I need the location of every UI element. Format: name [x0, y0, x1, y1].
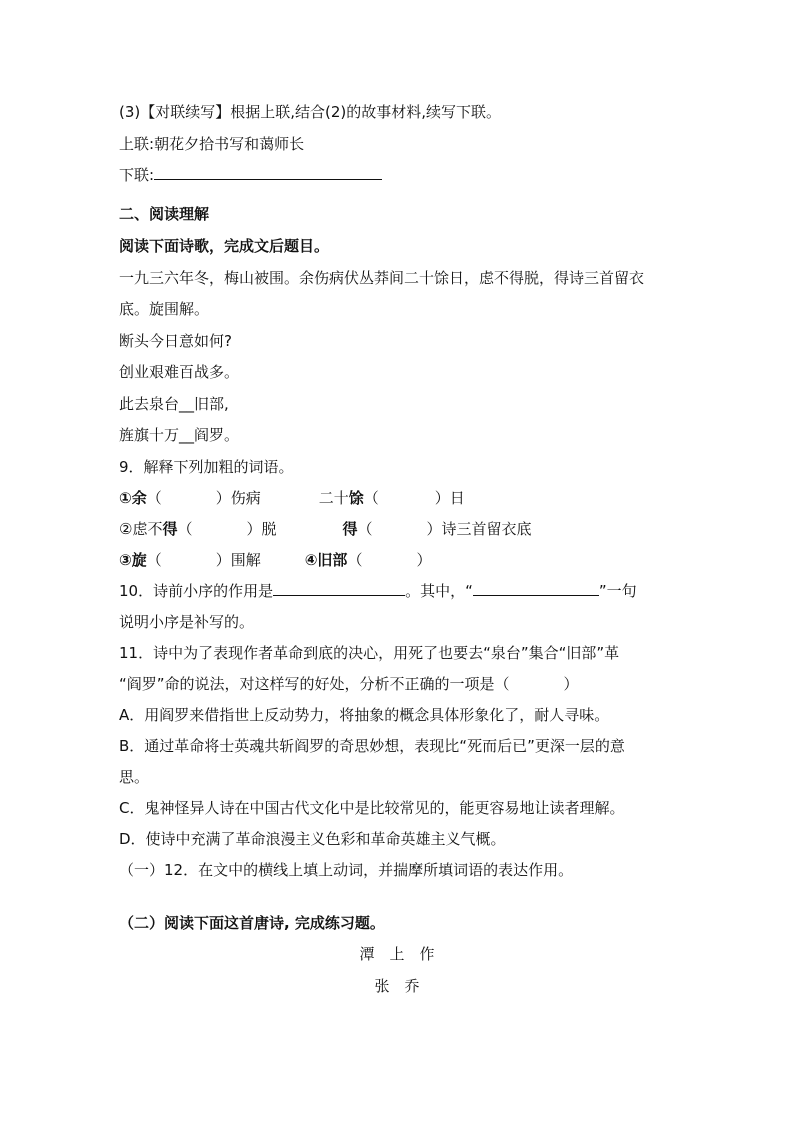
- q9-row3-a-close: ）围解: [215, 551, 261, 569]
- couplet-lower-blank[interactable]: [154, 165, 382, 180]
- q9-row2-a-open: （: [177, 520, 193, 538]
- q11-option-c-text: C．鬼神怪异人诗在中国古代文化中是比较常见的，能更容易地让读者理解。: [119, 799, 625, 817]
- q11-option-b-text-2: 思。: [119, 768, 150, 786]
- q12-text: （一）12．在文中的横线上填上动词，并揣摩所填词语的表达作用。: [119, 861, 574, 879]
- q10-blank-1[interactable]: [273, 581, 405, 596]
- part2-heading-text: （二）阅读下面这首唐诗, 完成练习题。: [119, 914, 385, 932]
- q10-blank-2[interactable]: [473, 581, 599, 596]
- q10-part2: 。其中，“: [405, 582, 473, 600]
- q11-option-b-line2: [119, 767, 149, 787]
- poem-preface-line1: [119, 268, 644, 288]
- couplet-upper: [119, 134, 304, 154]
- q9-row3-b-word: ④旧部: [304, 551, 348, 569]
- q9-stem: [119, 457, 294, 477]
- q11-option-d-text: D．使诗中充满了革命浪漫主义色彩和革命英雄主义气概。: [119, 830, 506, 848]
- couplet-lower: [119, 165, 382, 185]
- poem-line-3: [119, 394, 229, 414]
- q9-row-2: [119, 519, 532, 539]
- poem-line-4-text: 旌旗十万__阎罗。: [119, 426, 240, 444]
- q9-row1-b-close: ）日: [434, 489, 465, 507]
- q3-line1: (3)【对联续写】根据上联,结合(2)的故事材料,续写下联。: [119, 103, 502, 121]
- q9-row-1: [119, 488, 465, 508]
- couplet-upper-text: 朝花夕拾书写和蔼师长: [154, 135, 305, 153]
- q9-row3-b-open: （: [347, 551, 363, 569]
- poem-line-3-text: 此去泉台__旧部,: [119, 395, 229, 413]
- q11-line1: [119, 643, 619, 663]
- reading-instruction: [119, 236, 329, 256]
- poem-line-1-text: 断头今日意如何?: [119, 332, 232, 350]
- q9-row3-a-word: ③旋: [119, 551, 147, 569]
- q9-row2-b-open: （: [357, 520, 373, 538]
- q9-row1-a-word: ①余: [119, 489, 147, 507]
- q9-row2-a-close: ）脱: [246, 520, 277, 538]
- q10-part1: 10．诗前小序的作用是: [119, 582, 274, 600]
- poem-author-text: 张 乔: [374, 977, 420, 995]
- poem-line-2-text: 创业艰难百战多。: [119, 363, 240, 381]
- q11-option-b-line1: [119, 736, 625, 756]
- q9-row2-b-word: 得: [342, 520, 358, 538]
- q9-row1-a-open: （: [146, 489, 162, 507]
- poem-title-text: 潭 上 作: [359, 945, 435, 963]
- q9-row2-b-close: ）诗三首留衣底: [426, 520, 532, 538]
- poem-preface-text-2: 底。旋围解。: [119, 300, 210, 318]
- couplet-lower-label: 下联:: [119, 166, 155, 184]
- couplet-upper-label: 上联:: [119, 135, 155, 153]
- q9-row2-a-word: 得: [162, 520, 178, 538]
- q9-row1-b-word: 馀: [348, 489, 364, 507]
- q10-line2: [119, 612, 254, 632]
- poem-author: [0, 976, 794, 996]
- poem-line-4: [119, 425, 239, 445]
- section-title: [119, 204, 209, 224]
- q11-option-a-text: A．用阎罗来借指世上反动势力，将抽象的概念具体形象化了，耐人寻味。: [119, 706, 610, 724]
- poem-line-1: [119, 331, 232, 351]
- q10-line2-text: 说明小序是补写的。: [119, 613, 255, 631]
- q11-line2-text: “阎罗”命的说法，对这样写的好处，分析不正确的一项是（: [119, 675, 510, 693]
- poem-title: [0, 944, 794, 964]
- poem-preface-line2: [119, 299, 209, 319]
- q11-line1-text: 11．诗中为了表现作者革命到底的决心，用死了也要去“泉台”集合“旧部”革: [119, 644, 620, 662]
- q9-stem-text: 9．解释下列加粗的词语。: [119, 458, 294, 476]
- q9-row-3: [119, 550, 431, 570]
- q9-row3-a-open: （: [146, 551, 162, 569]
- q9-row2-a-pre: ②虑不: [119, 520, 163, 538]
- q9-row1-b-open: （: [363, 489, 379, 507]
- q10-line1: [119, 581, 637, 601]
- q11-line2-close: ）: [563, 675, 579, 693]
- q11-option-c: [119, 798, 624, 818]
- poem-line-2: [119, 362, 239, 382]
- q9-row1-a-close: ）伤病: [215, 489, 261, 507]
- q9-row3-b-close: ）: [416, 551, 432, 569]
- q11-option-d: [119, 829, 506, 849]
- part2-heading: [119, 913, 385, 933]
- q10-part3: ”一句: [598, 582, 637, 600]
- q11-option-b-text-1: B．通过革命将士英魂共斩阎罗的奇思妙想，表现比“死而后已”更深一层的意: [119, 737, 625, 755]
- section-title-text: 二、阅读理解: [119, 205, 210, 223]
- q3-instruction: [119, 102, 501, 122]
- q9-row1-b-pre: 二十: [318, 489, 349, 507]
- poem-preface-text-1: 一九三六年冬，梅山被围。余伤病伏丛莽间二十馀日，虑不得脱，得诗三首留衣: [119, 269, 645, 287]
- reading-instruction-text: 阅读下面诗歌，完成文后题目。: [119, 237, 330, 255]
- q11-line2: [119, 674, 579, 694]
- q11-option-a: [119, 705, 609, 725]
- q12-line: [119, 860, 573, 880]
